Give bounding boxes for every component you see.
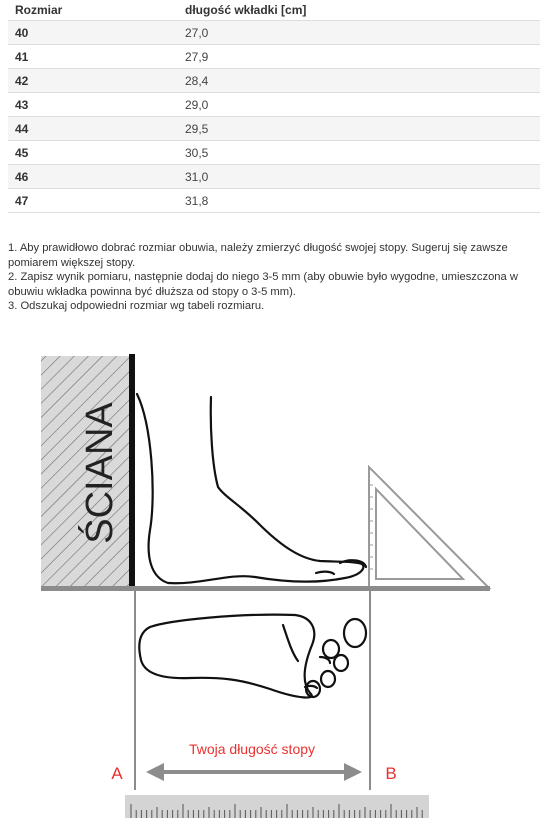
table-row bbox=[8, 93, 540, 117]
size-cell: 44 bbox=[8, 117, 178, 141]
size-cell: 43 bbox=[8, 93, 178, 117]
size-cell: 40 bbox=[8, 21, 178, 45]
wall-label: ŚCIANA bbox=[79, 402, 121, 544]
table-row bbox=[8, 141, 540, 165]
foot-side-view-icon bbox=[137, 394, 366, 583]
table-row bbox=[8, 45, 540, 69]
length-cell: 30,5 bbox=[178, 141, 540, 165]
size-cell: 46 bbox=[8, 165, 178, 189]
wall-line bbox=[129, 354, 135, 590]
size-cell: 42 bbox=[8, 69, 178, 93]
size-cell: 45 bbox=[8, 141, 178, 165]
table-row bbox=[8, 21, 540, 45]
table-header-row bbox=[8, 0, 540, 21]
ruler-icon bbox=[125, 795, 429, 818]
table-row bbox=[8, 165, 540, 189]
header-size: Rozmiar bbox=[8, 0, 178, 21]
table-row bbox=[8, 189, 540, 213]
foot-top-view-icon bbox=[139, 615, 366, 698]
length-cell: 27,9 bbox=[178, 45, 540, 69]
instruction-step-2: 2. Zapisz wynik pomiaru, następnie dodaj do niego 3-5 mm (aby obuwie było wygodne, umieszczona w obuwiu wkładka powinna być dłuższa od stopy o 3-5 mm). bbox=[8, 271, 518, 298]
size-table bbox=[8, 0, 540, 213]
length-cell: 27,0 bbox=[178, 21, 540, 45]
instruction-step-1: 1. Aby prawidłowo dobrać rozmiar obuwia, należy zmierzyć długość swojej stopy. Sugeruj się zawsze pomiarem większej stopy. bbox=[8, 242, 508, 269]
foot-length-label: Twoja długość stopy bbox=[188, 741, 316, 757]
foot-measurement-diagram bbox=[0, 345, 545, 818]
length-cell: 29,0 bbox=[178, 93, 540, 117]
instruction-step-3: 3. Odszukaj odpowiedni rozmiar wg tabeli rozmiaru. bbox=[8, 300, 265, 312]
table-row bbox=[8, 69, 540, 93]
point-b-label: B bbox=[385, 764, 397, 783]
triangle-ruler-icon bbox=[369, 467, 489, 588]
floor-line bbox=[41, 586, 490, 591]
length-cell: 29,5 bbox=[178, 117, 540, 141]
size-cell: 47 bbox=[8, 189, 178, 213]
length-cell: 31,8 bbox=[178, 189, 540, 213]
length-cell: 31,0 bbox=[178, 165, 540, 189]
point-a-label: A bbox=[111, 764, 123, 783]
header-insole-length: długość wkładki [cm] bbox=[178, 0, 540, 21]
instructions bbox=[8, 241, 528, 314]
measurement-arrow bbox=[146, 763, 362, 781]
length-cell: 28,4 bbox=[178, 69, 540, 93]
size-cell: 41 bbox=[8, 45, 178, 69]
table-row bbox=[8, 117, 540, 141]
